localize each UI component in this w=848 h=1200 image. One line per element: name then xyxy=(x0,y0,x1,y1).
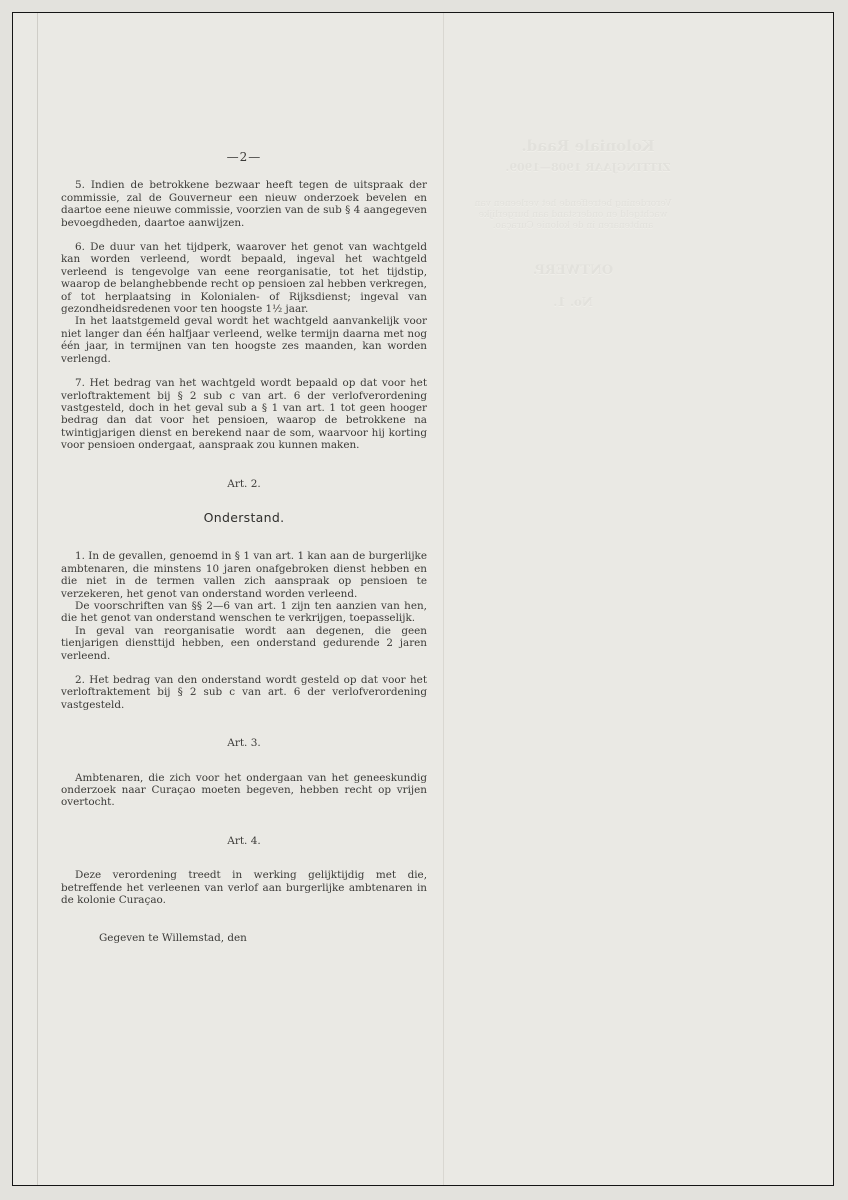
article-2-paragraph-1-b: De voorschriften van §§ 2—6 van art. 1 zijn ten aanzien van hen, die het genot van onderstand wenschen te verkrijgen, toepasselijk. xyxy=(61,599,427,625)
show-through-text: No. 1. xyxy=(553,295,593,309)
paragraph-7: 7. Het bedrag van het wachtgeld wordt bepaald op dat voor het verloftraktement bij § 2 sub c van art. 6 der verlofverordening vastgesteld, doch in het geval sub a § 1 van art. 1 tot geen hooger bedrag dan dat voor het pensioen, waarop de betrokkene na twintigjarigen dienst en berekend naar de som, waarvoor hij korting voor pensioen ondergaat, aanspraak zou kunnen maken. xyxy=(61,377,427,452)
show-through-text: Verordening betreffende het verleenen van wachtgeld en onderstand aan burgerlijke ambtenaren in de kolonie Curaçao. xyxy=(474,199,672,231)
show-through-text: ONTWERP. xyxy=(532,263,614,278)
page-fold-line xyxy=(443,13,444,1185)
article-2-title: Art. 2. xyxy=(227,477,261,490)
page-inner-rule xyxy=(37,13,38,1185)
given-at-line: Gegeven te Willemstad, den xyxy=(99,932,247,945)
show-through-text: ZITTINGJAAR 1908—1909. xyxy=(505,161,671,174)
article-2-paragraph-1: 1. In de gevallen, genoemd in § 1 van art. 1 kan aan de burgerlijke ambtenaren, die minstens 10 jaren onafgebroken dienst hebben en die niet in de termen vallen zich aanspraak op pensioen te verzekeren, het genot van onderstand worden verleend. xyxy=(61,550,427,600)
article-3-paragraph: Ambtenaren, die zich voor het ondergaan van het geneeskundig onderzoek naar Curaçao moeten begeven, hebben recht op vrijen overtocht. xyxy=(61,771,427,809)
page-number: —2— xyxy=(226,150,262,164)
text-column xyxy=(61,151,427,957)
paragraph-6-continued: In het laatstgemeld geval wordt het wachtgeld aanvankelijk voor niet langer dan één halfjaar verleend, welke termijn daarna met nog één jaar, in termijnen van ten hoogste zes maanden, kan worden verlengd. xyxy=(61,315,427,365)
document-page xyxy=(12,12,834,1186)
article-2-paragraph-1-c: In geval van reorganisatie wordt aan degenen, die geen tienjarigen diensttijd hebben, een onderstand gedurende 2 jaren verleend. xyxy=(61,624,427,662)
article-4-title: Art. 4. xyxy=(227,834,261,847)
show-through-text: Koloniale Raad. xyxy=(521,137,655,155)
article-3-title: Art. 3. xyxy=(227,737,261,750)
article-2-heading: Onderstand. xyxy=(203,509,285,525)
article-2-paragraph-2: 2. Het bedrag van den onderstand wordt gesteld op dat voor het verloftraktement bij § 2 sub c van art. 6 der verlofverordening vastgesteld. xyxy=(61,674,427,711)
paragraph-6: 6. De duur van het tijdperk, waarover het genot van wachtgeld kan worden verleend, wordt bepaald, ingeval het wachtgeld verleend is tengevolge van eene reorganisatie, tot het tijdstip, waarop de belanghebbende recht op pensioen zal hebben verkregen, of tot herplaatsing in Kolonialen- of Rijksdienst; ingeval van gezondheidsredenen voor ten hoogste 1½ jaar. xyxy=(61,241,427,316)
paragraph-5: 5. Indien de betrokkene bezwaar heeft tegen de uitspraak der commissie, zal de Gouverneur een nieuw onderzoek bevelen en daartoe eene nieuwe commissie, voorzien van de sub § 4 aangegeven bevoegdheden, daartoe aanwijzen. xyxy=(61,179,427,229)
article-4-paragraph: Deze verordening treedt in werking gelijktijdig met die, betreffende het verleenen van verlof aan burgerlijke ambtenaren in de kolonie Curaçao. xyxy=(61,869,427,907)
